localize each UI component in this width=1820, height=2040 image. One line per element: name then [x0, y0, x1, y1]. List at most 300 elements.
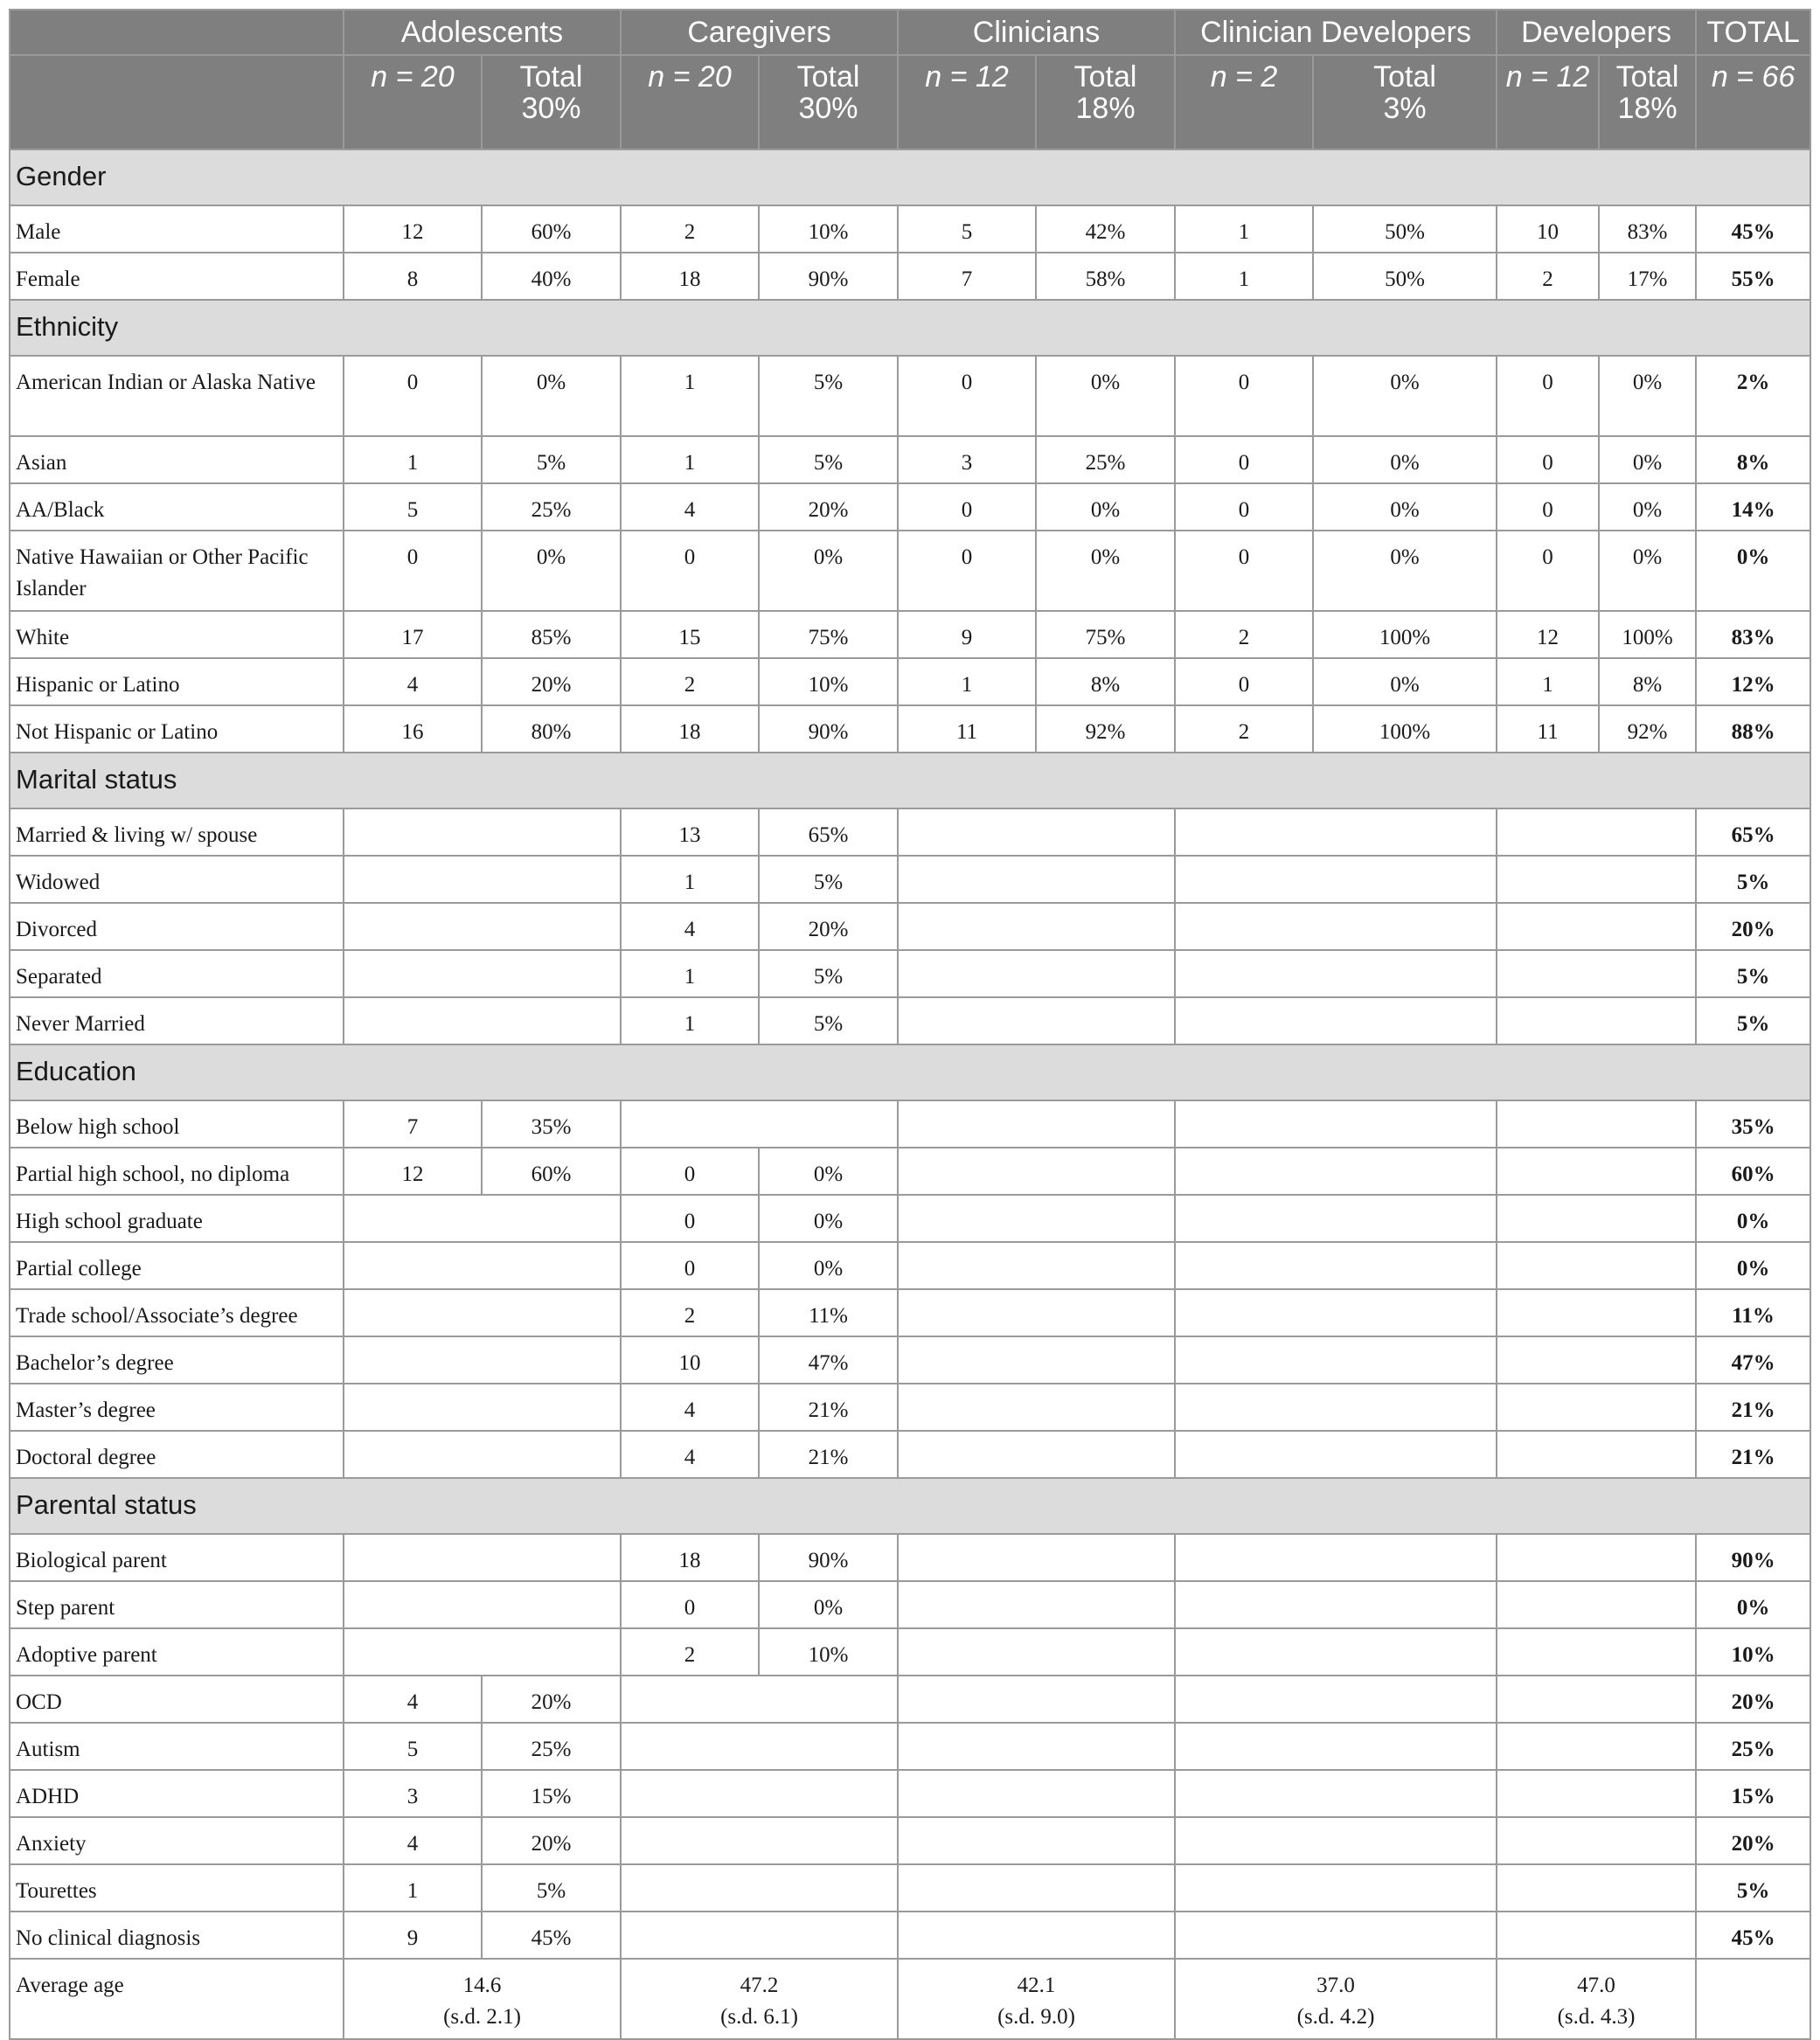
count-cell: 2: [621, 205, 759, 253]
empty-cell: [1175, 1676, 1497, 1723]
average-age-row: [10, 1959, 1810, 2039]
count-cell: 1: [621, 436, 759, 483]
count-cell: 0: [621, 1242, 759, 1289]
row-label: Never Married: [10, 997, 344, 1044]
count-cell: 18: [621, 253, 759, 300]
table-row: [10, 531, 1810, 611]
age-sd: (s.d. 4.3): [1557, 2005, 1636, 2029]
percent-cell: 5%: [759, 436, 898, 483]
count-cell: 0: [1497, 483, 1599, 531]
row-label: OCD: [10, 1676, 344, 1723]
total-cell: 55%: [1696, 253, 1810, 300]
percent-cell: 10%: [759, 1628, 898, 1676]
empty-cell: [344, 1289, 621, 1336]
row-label: Divorced: [10, 903, 344, 950]
empty-cell: [898, 808, 1175, 856]
table-row: [10, 1336, 1810, 1384]
total-cell: 14%: [1696, 483, 1810, 531]
age-mean: 47.2: [740, 1974, 779, 1997]
count-cell: 7: [898, 253, 1036, 300]
empty-cell: [344, 1384, 621, 1431]
count-cell: 0: [1497, 531, 1599, 611]
table-row: [10, 1431, 1810, 1478]
percent-cell: 5%: [759, 950, 898, 997]
header-n: [621, 55, 759, 149]
header-pct: [1599, 55, 1696, 149]
count-cell: 0: [898, 356, 1036, 436]
count-cell: 4: [621, 903, 759, 950]
empty-cell: [1175, 1534, 1497, 1581]
percent-cell: 60%: [482, 205, 621, 253]
empty-cell: [1497, 1148, 1696, 1195]
count-cell: 0: [898, 483, 1036, 531]
age-sd: (s.d. 9.0): [997, 2005, 1075, 2029]
table-row: [10, 1289, 1810, 1336]
header-n-text: n = 12: [925, 60, 1009, 94]
empty-cell: [344, 1534, 621, 1581]
percent-cell: 20%: [482, 658, 621, 705]
empty-cell: [344, 950, 621, 997]
header-n-text: n = 20: [371, 60, 455, 94]
percent-cell: 0%: [1036, 483, 1175, 531]
total-cell: 65%: [1696, 808, 1810, 856]
row-label: Partial high school, no diploma: [10, 1148, 344, 1195]
percent-cell: 42%: [1036, 205, 1175, 253]
empty-cell: [1497, 1242, 1696, 1289]
count-cell: 2: [1175, 611, 1313, 658]
percent-cell: 100%: [1313, 705, 1497, 753]
percent-cell: 90%: [759, 253, 898, 300]
count-cell: 0: [1175, 483, 1313, 531]
count-cell: 2: [621, 1289, 759, 1336]
count-cell: 1: [1175, 205, 1313, 253]
percent-cell: 20%: [759, 483, 898, 531]
empty-cell: [1175, 1148, 1497, 1195]
row-label: ADHD: [10, 1770, 344, 1817]
header-group-clinicians: Clinicians: [898, 10, 1175, 55]
total-cell: 21%: [1696, 1431, 1810, 1478]
header-group-developers: Developers: [1497, 10, 1696, 55]
empty-cell: [1175, 1770, 1497, 1817]
total-cell: 47%: [1696, 1336, 1810, 1384]
percent-cell: 0%: [1313, 356, 1497, 436]
demographics-table: [9, 9, 1811, 2040]
percent-cell: 0%: [1313, 483, 1497, 531]
row-label: White: [10, 611, 344, 658]
percent-cell: 40%: [482, 253, 621, 300]
table-row: [10, 1628, 1810, 1676]
percent-cell: 8%: [1599, 658, 1696, 705]
empty-cell: [1175, 1384, 1497, 1431]
percent-cell: 92%: [1599, 705, 1696, 753]
total-cell: 25%: [1696, 1723, 1810, 1770]
percent-cell: 100%: [1599, 611, 1696, 658]
table-row: [10, 253, 1810, 300]
header-pct-value: 30%: [521, 92, 581, 125]
empty-cell: [898, 997, 1175, 1044]
table-row: [10, 856, 1810, 903]
percent-cell: 0%: [1599, 356, 1696, 436]
count-cell: 4: [621, 1431, 759, 1478]
table-row: [10, 997, 1810, 1044]
average-age-cell: [898, 1959, 1175, 2039]
total-cell: 60%: [1696, 1148, 1810, 1195]
section-title: Ethnicity: [10, 300, 1810, 356]
table-row: [10, 483, 1810, 531]
empty-cell: [621, 1770, 898, 1817]
percent-cell: 5%: [759, 356, 898, 436]
header-pct-label: Total: [519, 60, 583, 94]
count-cell: 1: [898, 658, 1036, 705]
percent-cell: 47%: [759, 1336, 898, 1384]
table-row: [10, 1770, 1810, 1817]
count-cell: 18: [621, 1534, 759, 1581]
table-row: [10, 1534, 1810, 1581]
empty-cell: [1175, 1100, 1497, 1148]
total-cell: 11%: [1696, 1289, 1810, 1336]
header-n: [898, 55, 1036, 149]
empty-cell: [1175, 1431, 1497, 1478]
count-cell: 10: [621, 1336, 759, 1384]
table-header: [10, 10, 1810, 149]
percent-cell: 0%: [482, 531, 621, 611]
header-pct: [1313, 55, 1497, 149]
count-cell: 17: [344, 611, 482, 658]
header-n: [344, 55, 482, 149]
row-label: Adoptive parent: [10, 1628, 344, 1676]
total-cell: 88%: [1696, 705, 1810, 753]
percent-cell: 21%: [759, 1384, 898, 1431]
empty-cell: [344, 1336, 621, 1384]
average-age-cell: [1175, 1959, 1497, 2039]
row-label: Doctoral degree: [10, 1431, 344, 1478]
empty-cell: [344, 808, 621, 856]
empty-cell: [898, 1628, 1175, 1676]
table-row: [10, 1912, 1810, 1959]
header-total: TOTAL: [1696, 10, 1810, 55]
count-cell: 5: [898, 205, 1036, 253]
count-cell: 0: [1175, 356, 1313, 436]
table-row: [10, 356, 1810, 436]
row-label: Partial college: [10, 1242, 344, 1289]
count-cell: 2: [1497, 253, 1599, 300]
percent-cell: 25%: [1036, 436, 1175, 483]
row-label: Tourettes: [10, 1864, 344, 1912]
count-cell: 9: [344, 1912, 482, 1959]
empty-cell: [1175, 1581, 1497, 1628]
table-row: [10, 1195, 1810, 1242]
table-body: [10, 149, 1810, 2039]
count-cell: 0: [1497, 436, 1599, 483]
row-label: Biological parent: [10, 1534, 344, 1581]
row-label: Married & living w/ spouse: [10, 808, 344, 856]
percent-cell: 8%: [1036, 658, 1175, 705]
section-title: Marital status: [10, 753, 1810, 808]
empty-cell: [1175, 903, 1497, 950]
percent-cell: 0%: [1313, 436, 1497, 483]
count-cell: 0: [621, 1195, 759, 1242]
total-cell: 0%: [1696, 1242, 1810, 1289]
percent-cell: 11%: [759, 1289, 898, 1336]
row-label: Hispanic or Latino: [10, 658, 344, 705]
percent-cell: 0%: [1599, 483, 1696, 531]
empty-cell: [344, 1581, 621, 1628]
average-age-cell: [344, 1959, 621, 2039]
empty-cell: [1175, 1864, 1497, 1912]
empty-cell: [621, 1817, 898, 1864]
header-pct-value: 3%: [1383, 92, 1427, 125]
table-row: [10, 903, 1810, 950]
header-blank: [10, 55, 344, 149]
total-cell: 20%: [1696, 1676, 1810, 1723]
total-cell: 83%: [1696, 611, 1810, 658]
empty-cell: [344, 1628, 621, 1676]
table-row: [10, 1148, 1810, 1195]
percent-cell: 92%: [1036, 705, 1175, 753]
empty-cell: [621, 1723, 898, 1770]
header-group-clinician-developers: Clinician Developers: [1175, 10, 1497, 55]
header-n-text: n = 12: [1505, 60, 1590, 94]
empty-cell: [898, 1100, 1175, 1148]
empty-cell: [1175, 1912, 1497, 1959]
section-title: Education: [10, 1044, 1810, 1100]
empty-cell: [1175, 1817, 1497, 1864]
percent-cell: 20%: [482, 1676, 621, 1723]
percent-cell: 85%: [482, 611, 621, 658]
empty-cell: [1497, 1100, 1696, 1148]
empty-cell: [1497, 1336, 1696, 1384]
count-cell: 0: [344, 531, 482, 611]
age-mean: 14.6: [462, 1974, 502, 1997]
empty-cell: [344, 1195, 621, 1242]
percent-cell: 0%: [759, 1581, 898, 1628]
count-cell: 2: [621, 658, 759, 705]
empty-cell: [1497, 1676, 1696, 1723]
section-title: Parental status: [10, 1478, 1810, 1534]
count-cell: 3: [344, 1770, 482, 1817]
row-label: Anxiety: [10, 1817, 344, 1864]
empty-cell: [1497, 1581, 1696, 1628]
empty-cell: [1497, 997, 1696, 1044]
count-cell: 1: [621, 950, 759, 997]
percent-cell: 0%: [759, 531, 898, 611]
count-cell: 4: [344, 1817, 482, 1864]
empty-cell: [898, 1431, 1175, 1478]
total-cell: 5%: [1696, 1864, 1810, 1912]
table-row: [10, 1100, 1810, 1148]
empty-cell: [344, 997, 621, 1044]
percent-cell: 0%: [1313, 531, 1497, 611]
row-label: Male: [10, 205, 344, 253]
average-age-cell: [1497, 1959, 1696, 2039]
total-cell: 20%: [1696, 1817, 1810, 1864]
empty-cell: [1497, 1384, 1696, 1431]
age-sd: (s.d. 6.1): [720, 2005, 798, 2029]
empty-cell: [621, 1100, 898, 1148]
empty-cell: [1175, 808, 1497, 856]
percent-cell: 80%: [482, 705, 621, 753]
empty-cell: [898, 1723, 1175, 1770]
count-cell: 1: [621, 856, 759, 903]
percent-cell: 25%: [482, 1723, 621, 1770]
count-cell: 15: [621, 611, 759, 658]
average-age-cell: [621, 1959, 898, 2039]
empty-cell: [1497, 1912, 1696, 1959]
row-label: Autism: [10, 1723, 344, 1770]
empty-cell: [898, 1912, 1175, 1959]
empty-cell: [1175, 950, 1497, 997]
count-cell: 11: [1497, 705, 1599, 753]
row-label: Native Hawaiian or Other Pacific Islander: [10, 531, 344, 611]
percent-cell: 90%: [759, 1534, 898, 1581]
table-row: [10, 658, 1810, 705]
header-pct: [482, 55, 621, 149]
empty-cell: [1497, 808, 1696, 856]
total-cell: 5%: [1696, 950, 1810, 997]
percent-cell: 10%: [759, 205, 898, 253]
empty-cell: [621, 1676, 898, 1723]
percent-cell: 50%: [1313, 253, 1497, 300]
table-row: [10, 436, 1810, 483]
percent-cell: 5%: [759, 997, 898, 1044]
header-pct-value: 18%: [1617, 92, 1678, 125]
section-header-row: [10, 1478, 1810, 1534]
percent-cell: 35%: [482, 1100, 621, 1148]
table-row: [10, 1676, 1810, 1723]
header-row-groups: [10, 10, 1810, 55]
percent-cell: 75%: [1036, 611, 1175, 658]
header-pct-value: 18%: [1075, 92, 1136, 125]
count-cell: 1: [344, 1864, 482, 1912]
table-row: [10, 611, 1810, 658]
empty-cell: [898, 1581, 1175, 1628]
total-cell: 90%: [1696, 1534, 1810, 1581]
empty-cell: [344, 1242, 621, 1289]
empty-cell: [898, 1384, 1175, 1431]
header-n-total: [1696, 55, 1810, 149]
section-header-row: [10, 149, 1810, 205]
empty-cell: [898, 1336, 1175, 1384]
total-cell: [1696, 1959, 1810, 2039]
table-row: [10, 808, 1810, 856]
percent-cell: 100%: [1313, 611, 1497, 658]
count-cell: 12: [344, 1148, 482, 1195]
count-cell: 3: [898, 436, 1036, 483]
header-pct-label: Total: [1373, 60, 1436, 94]
total-cell: 12%: [1696, 658, 1810, 705]
count-cell: 2: [1175, 705, 1313, 753]
total-cell: 2%: [1696, 356, 1810, 436]
header-n: [1175, 55, 1313, 149]
age-sd: (s.d. 2.1): [443, 2005, 521, 2029]
percent-cell: 0%: [482, 356, 621, 436]
row-label: Asian: [10, 436, 344, 483]
empty-cell: [1497, 1431, 1696, 1478]
count-cell: 2: [621, 1628, 759, 1676]
empty-cell: [1497, 1817, 1696, 1864]
total-cell: 5%: [1696, 997, 1810, 1044]
empty-cell: [898, 1534, 1175, 1581]
empty-cell: [1175, 1336, 1497, 1384]
percent-cell: 0%: [759, 1148, 898, 1195]
header-pct: [759, 55, 898, 149]
empty-cell: [1497, 1289, 1696, 1336]
empty-cell: [1175, 1289, 1497, 1336]
empty-cell: [1497, 1195, 1696, 1242]
row-label: AA/Black: [10, 483, 344, 531]
count-cell: 1: [344, 436, 482, 483]
count-cell: 12: [344, 205, 482, 253]
empty-cell: [898, 1864, 1175, 1912]
total-cell: 0%: [1696, 1195, 1810, 1242]
percent-cell: 0%: [1599, 531, 1696, 611]
count-cell: 18: [621, 705, 759, 753]
empty-cell: [621, 1912, 898, 1959]
total-cell: 45%: [1696, 1912, 1810, 1959]
count-cell: 8: [344, 253, 482, 300]
percent-cell: 21%: [759, 1431, 898, 1478]
count-cell: 5: [344, 483, 482, 531]
percent-cell: 65%: [759, 808, 898, 856]
percent-cell: 5%: [759, 856, 898, 903]
count-cell: 4: [344, 1676, 482, 1723]
empty-cell: [898, 1289, 1175, 1336]
demographics-table-container: [9, 9, 1811, 2040]
count-cell: 12: [1497, 611, 1599, 658]
table-row: [10, 950, 1810, 997]
empty-cell: [898, 1817, 1175, 1864]
total-cell: 21%: [1696, 1384, 1810, 1431]
empty-cell: [898, 1195, 1175, 1242]
empty-cell: [898, 1148, 1175, 1195]
empty-cell: [1497, 1864, 1696, 1912]
row-label: Female: [10, 253, 344, 300]
section-header-row: [10, 300, 1810, 356]
row-label: Not Hispanic or Latino: [10, 705, 344, 753]
empty-cell: [1497, 1628, 1696, 1676]
empty-cell: [898, 856, 1175, 903]
total-cell: 0%: [1696, 1581, 1810, 1628]
table-row: [10, 1581, 1810, 1628]
row-label: Master’s degree: [10, 1384, 344, 1431]
count-cell: 9: [898, 611, 1036, 658]
empty-cell: [1175, 1195, 1497, 1242]
empty-cell: [344, 1431, 621, 1478]
empty-cell: [898, 1770, 1175, 1817]
count-cell: 1: [1175, 253, 1313, 300]
total-cell: 35%: [1696, 1100, 1810, 1148]
percent-cell: 15%: [482, 1770, 621, 1817]
percent-cell: 17%: [1599, 253, 1696, 300]
count-cell: 0: [1175, 436, 1313, 483]
empty-cell: [621, 1864, 898, 1912]
total-cell: 8%: [1696, 436, 1810, 483]
empty-cell: [1497, 903, 1696, 950]
percent-cell: 5%: [482, 436, 621, 483]
total-cell: 15%: [1696, 1770, 1810, 1817]
header-row-n: [10, 55, 1810, 149]
row-label: Trade school/Associate’s degree: [10, 1289, 344, 1336]
table-row: [10, 1864, 1810, 1912]
percent-cell: 25%: [482, 483, 621, 531]
empty-cell: [1497, 950, 1696, 997]
empty-cell: [1175, 856, 1497, 903]
count-cell: 0: [621, 1148, 759, 1195]
count-cell: 0: [1497, 356, 1599, 436]
percent-cell: 83%: [1599, 205, 1696, 253]
table-row: [10, 1817, 1810, 1864]
table-row: [10, 705, 1810, 753]
